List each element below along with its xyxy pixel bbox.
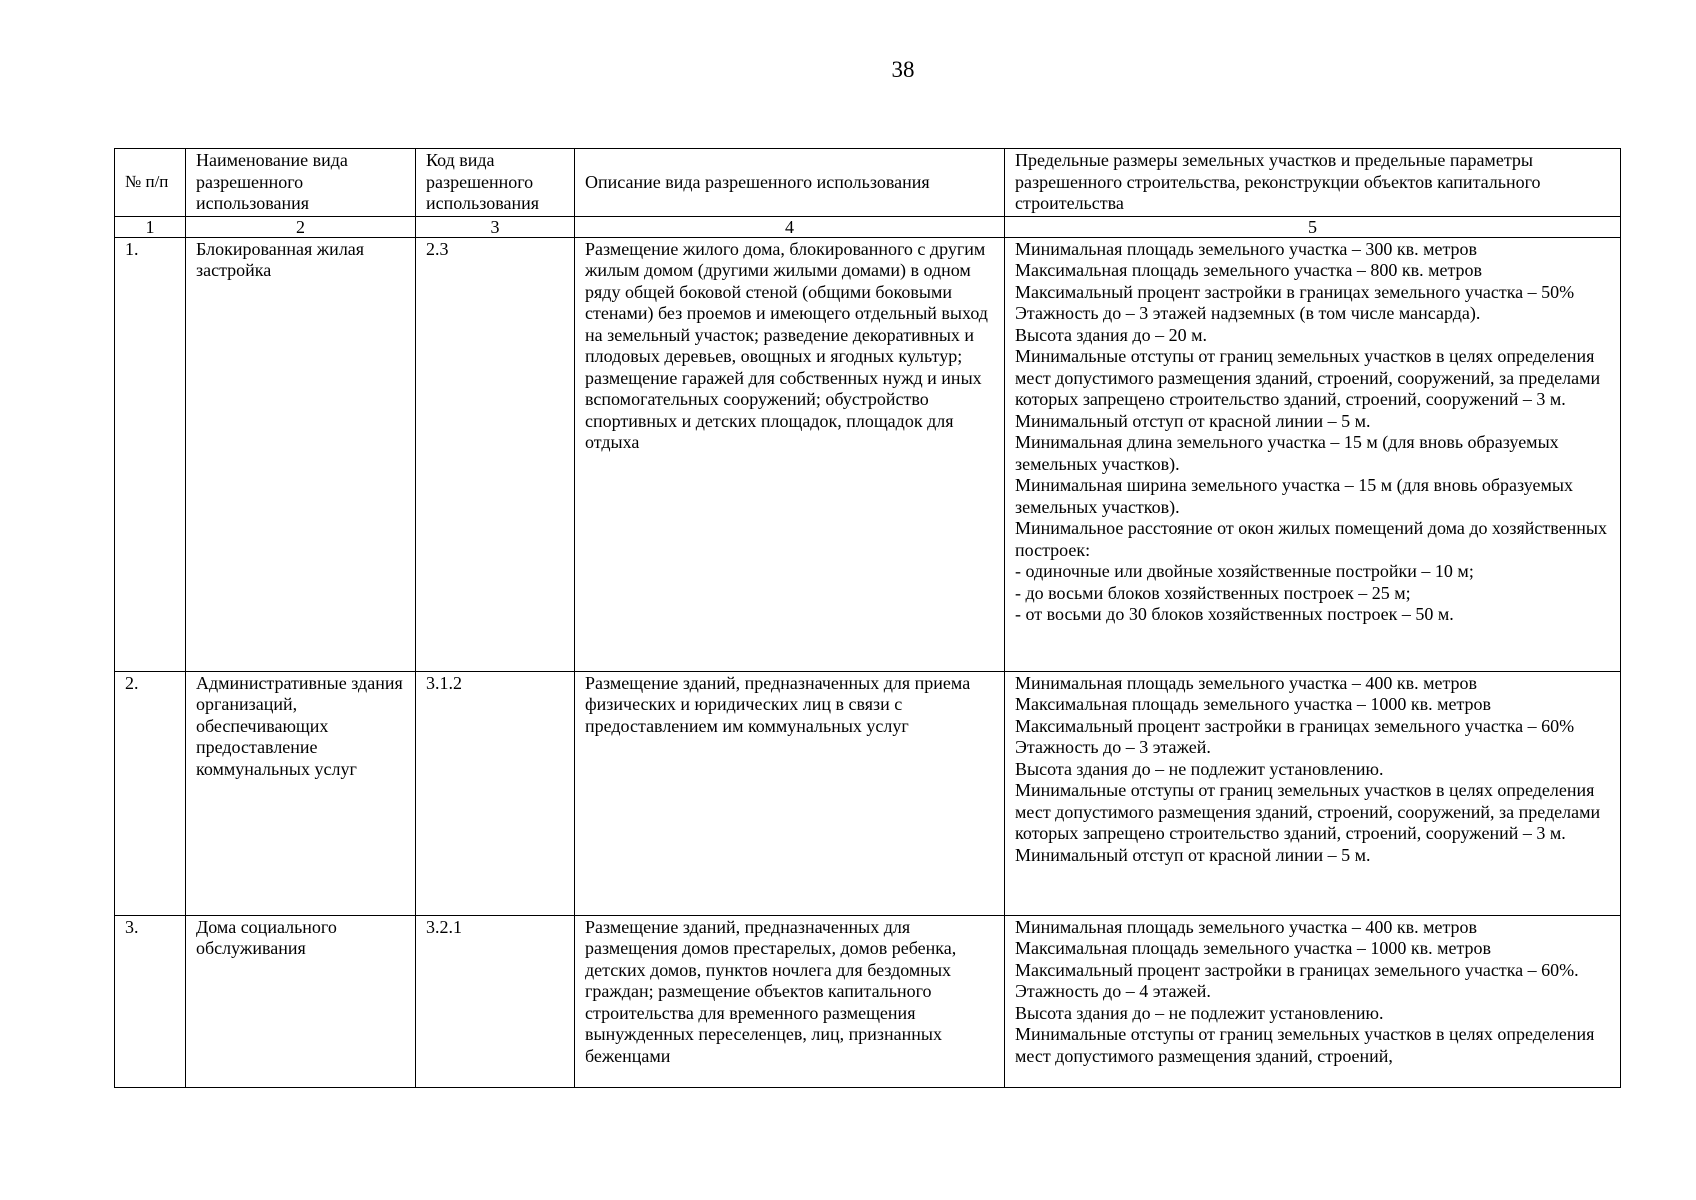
limit-line: Максимальная площадь земельного участка – 800 кв. метров [1015, 260, 1483, 280]
page-number: 38 [891, 57, 915, 82]
column-number: 4 [575, 216, 1005, 237]
limit-line: - от восьми до 30 блоков хозяйственных построек – 50 м. [1015, 604, 1454, 624]
column-numbering-row [115, 216, 1621, 237]
use-code: 3.2.1 [416, 915, 575, 1087]
limit-line: Максимальная площадь земельного участка – 1000 кв. метров [1015, 938, 1492, 958]
use-description: Размещение зданий, предназначенных для размещения домов престарелых, домов ребенка, детских домов, пунктов ночлега для бездомных граждан; размещение объектов капитального строительства для временного размещения вынужденных переселенцев, лиц, признанных беженцами [575, 915, 1005, 1087]
limit-line: Минимальные отступы от границ земельных участков в целях определения мест допустимого размещения зданий, строений, сооружений, за пределами которых запрещено строительство зданий, строений, сооружений – 3 м. [1015, 780, 1601, 843]
limit-line: Минимальная площадь земельного участка – 300 кв. метров [1015, 238, 1478, 259]
use-limits [1005, 915, 1621, 1087]
row-number: 2. [115, 671, 186, 915]
row-number: 1. [115, 237, 186, 671]
limit-line: Минимальные отступы от границ земельных участков в целях определения мест допустимого размещения зданий, строений, сооружений, за пределами которых запрещено строительство зданий, строений, сооружений – 3 м. [1015, 346, 1601, 409]
limit-line: Максимальный процент застройки в границах земельного участка – 60% [1015, 715, 1575, 736]
column-number: 3 [416, 216, 575, 237]
use-description: Размещение жилого дома, блокированного с другим жилым домом (другими жилыми домами) в одном ряду общей боковой стеной (общими боковыми стенами) без проемов и имеющего отдельный выход на земельный участок; разведение декоративных и плодовых деревьев, овощных и ягодных культур; размещение гаражей для собственных нужд и иных вспомогательных сооружений; обустройство спортивных и детских площадок, площадок для отдыха [575, 237, 1005, 671]
header-limits: Предельные размеры земельных участков и предельные параметры разрешенного строительства, реконструкции объектов капитального строительства [1005, 149, 1621, 217]
use-limits [1005, 237, 1621, 671]
limit-line: Минимальные отступы от границ земельных участков в целях определения мест допустимого размещения зданий, строений, [1015, 1024, 1595, 1066]
limit-line: Минимальная площадь земельного участка – 400 кв. метров [1015, 916, 1478, 937]
limit-line: Максимальный процент застройки в границах земельного участка – 50% [1015, 281, 1575, 302]
column-number: 2 [186, 216, 416, 237]
header-use-name: Наименование вида разрешенного использования [186, 149, 416, 217]
permitted-use-table [114, 148, 1621, 1088]
limit-line: Высота здания до – не подлежит установлению. [1015, 758, 1384, 779]
use-name: Блокированная жилая застройка [186, 237, 416, 671]
limit-line: - одиночные или двойные хозяйственные постройки – 10 м; [1015, 561, 1474, 581]
limit-line: Высота здания до – не подлежит установлению. [1015, 1002, 1384, 1023]
limit-line: Минимальный отступ от красной линии – 5 м. [1015, 844, 1371, 865]
limit-line: Минимальный отступ от красной линии – 5 м. [1015, 410, 1371, 431]
use-description: Размещение зданий, предназначенных для приема физических и юридических лиц в связи с предоставлением им коммунальных услуг [575, 671, 1005, 915]
header-use-code: Код вида разрешенного использования [416, 149, 575, 217]
limit-line: Минимальная длина земельного участка – 15 м (для вновь образуемых земельных участков). [1015, 432, 1559, 474]
use-limits [1005, 671, 1621, 915]
table-row [115, 237, 1621, 671]
header-number: № п/п [115, 149, 186, 217]
row-number: 3. [115, 915, 186, 1087]
use-name: Административные здания организаций, обеспечивающих предоставление коммунальных услуг [186, 671, 416, 915]
use-name: Дома социального обслуживания [186, 915, 416, 1087]
limit-line: Минимальная площадь земельного участка – 400 кв. метров [1015, 672, 1478, 693]
limit-line: Высота здания до – 20 м. [1015, 324, 1207, 345]
use-code: 3.1.2 [416, 671, 575, 915]
header-use-description: Описание вида разрешенного использования [575, 149, 1005, 217]
use-code: 2.3 [416, 237, 575, 671]
column-number: 5 [1005, 216, 1621, 237]
limit-line: Этажность до – 3 этажей надземных (в том числе мансарда). [1015, 303, 1481, 323]
limit-line: Минимальное расстояние от окон жилых помещений дома до хозяйственных построек: [1015, 518, 1607, 560]
limit-line: Этажность до – 3 этажей. [1015, 737, 1211, 757]
limit-line: Максимальный процент застройки в границах земельного участка – 60%. [1015, 959, 1579, 980]
limit-line: Минимальная ширина земельного участка – 15 м (для вновь образуемых земельных участков). [1015, 475, 1574, 517]
limit-line: - до восьми блоков хозяйственных построек – 25 м; [1015, 582, 1411, 603]
table-row [115, 671, 1621, 915]
column-number: 1 [115, 216, 186, 237]
limit-line: Этажность до – 4 этажей. [1015, 981, 1211, 1001]
table-header-row [115, 149, 1621, 217]
table-row [115, 915, 1621, 1087]
limit-line: Максимальная площадь земельного участка – 1000 кв. метров [1015, 694, 1492, 714]
